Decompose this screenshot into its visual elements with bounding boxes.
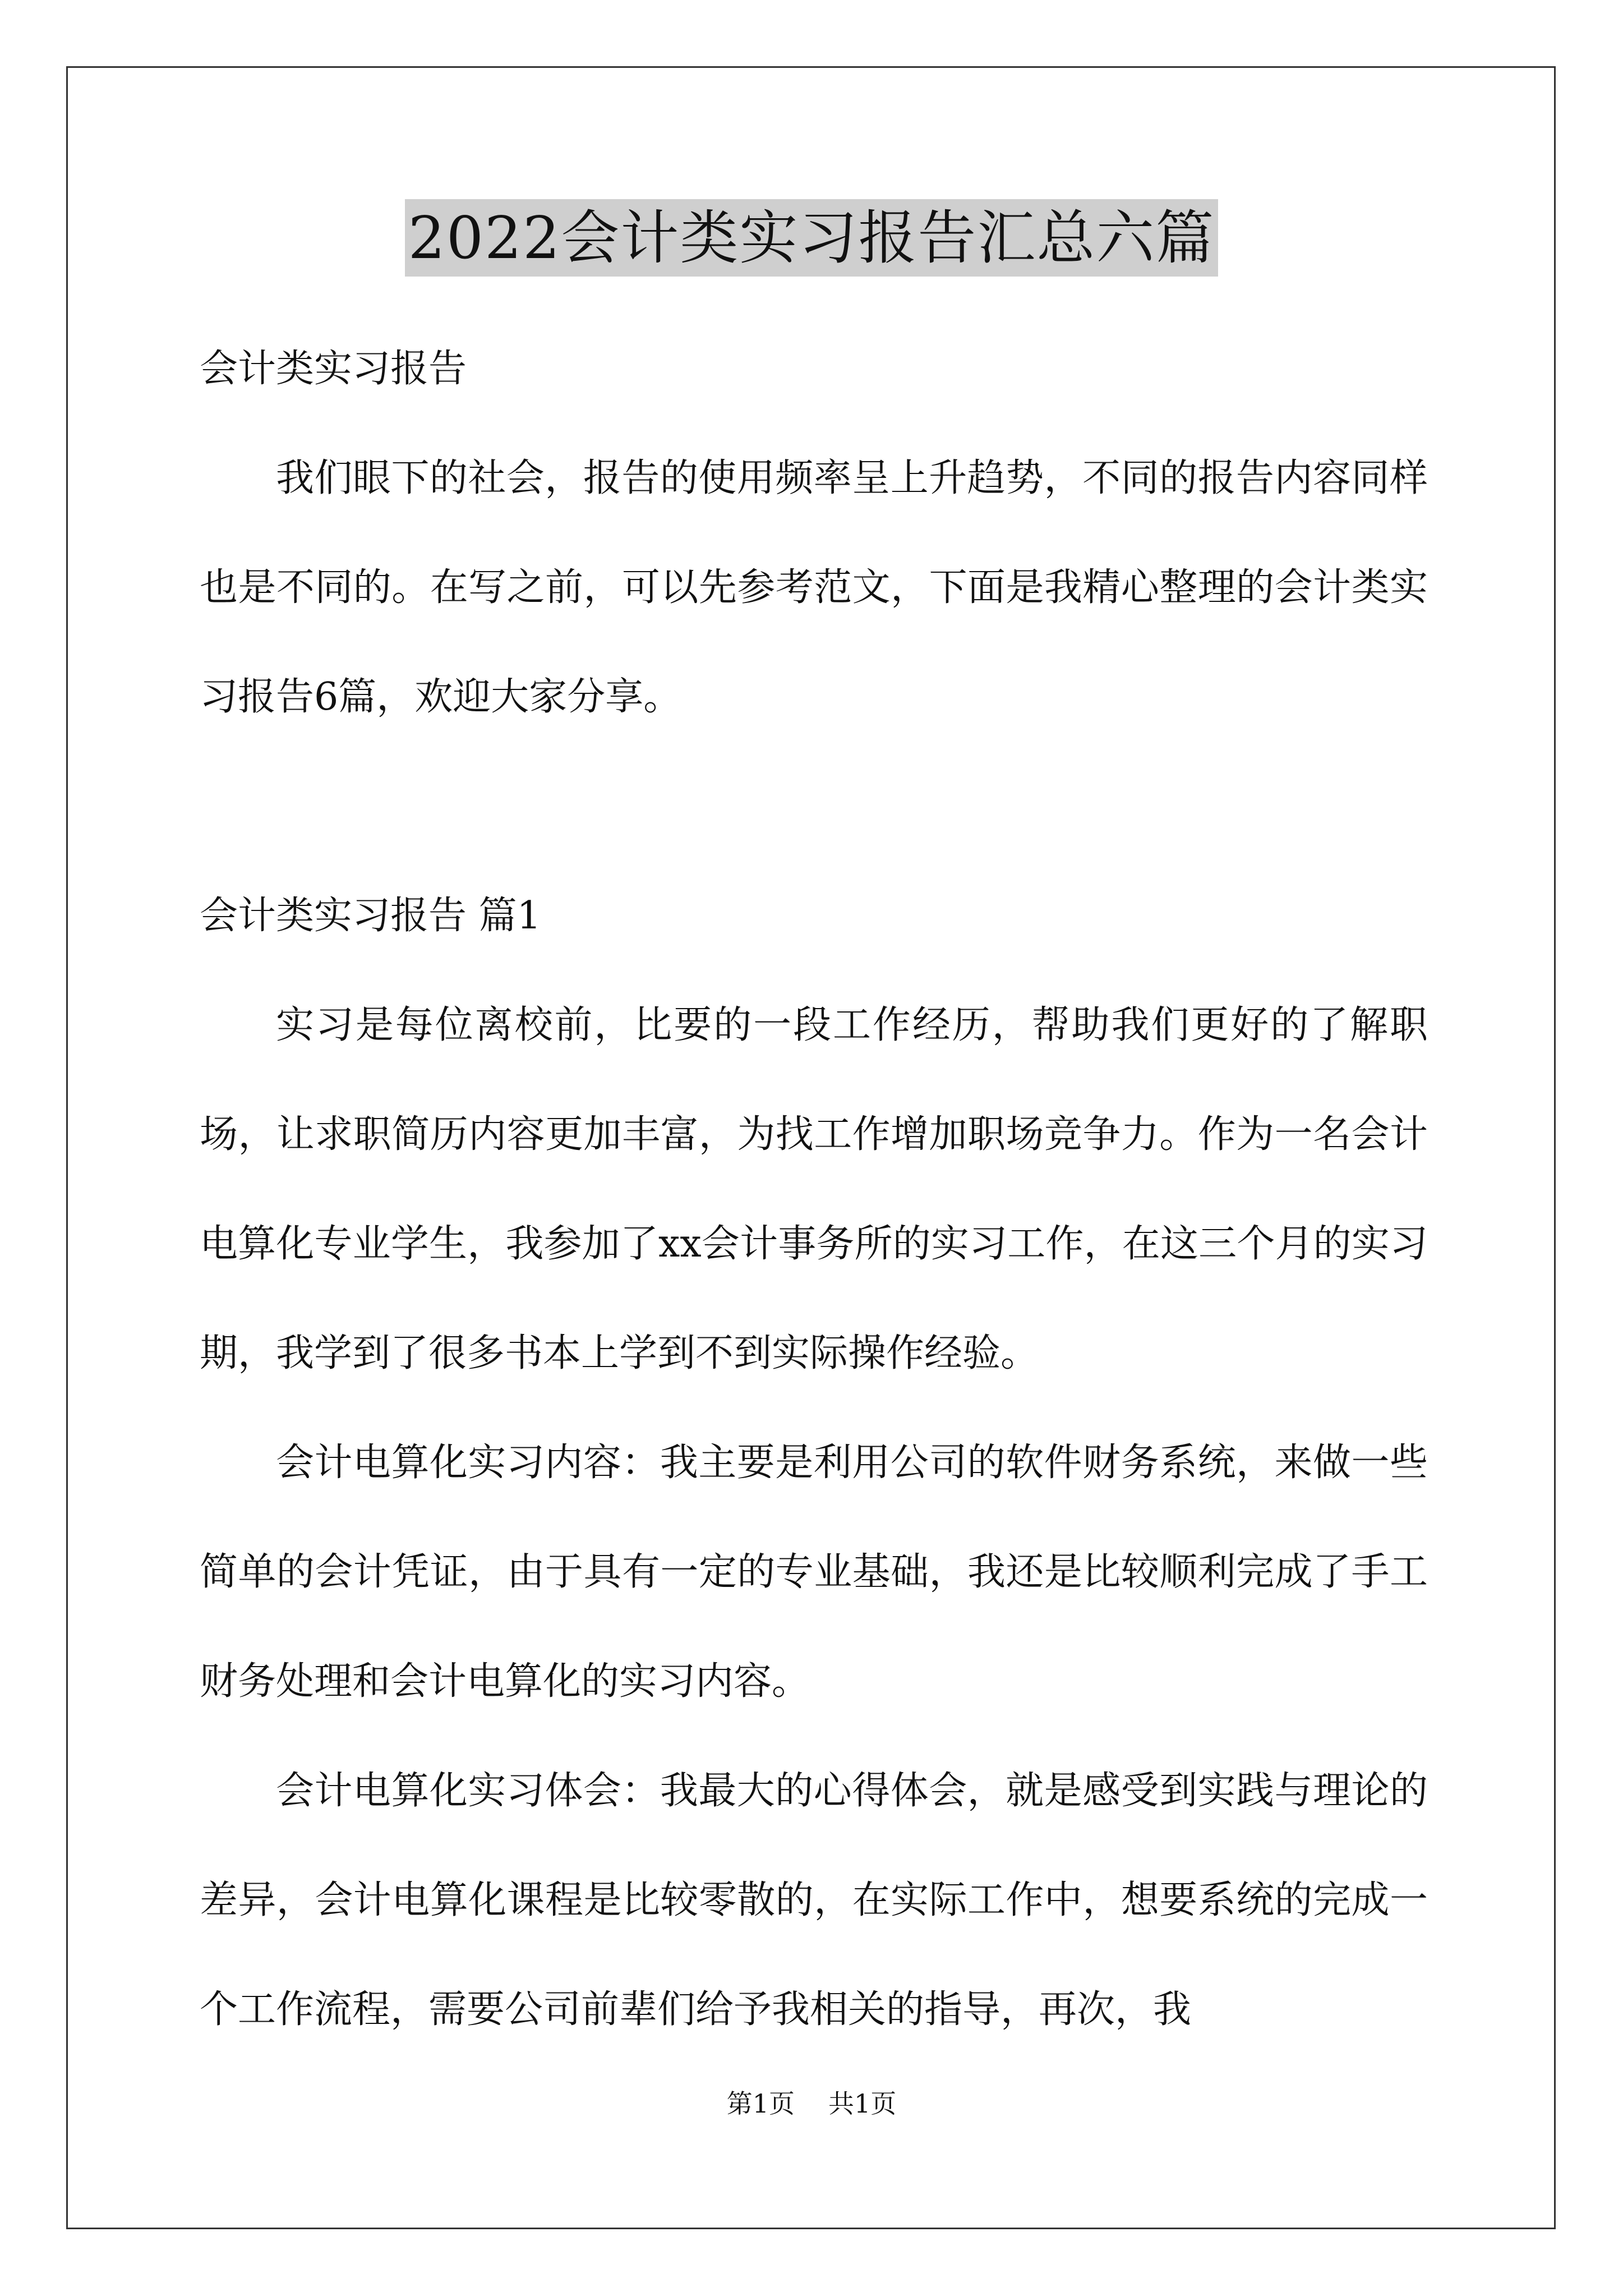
document-title: 2022会计类实习报告汇总六篇 <box>405 199 1219 277</box>
page-footer <box>0 2087 1623 2120</box>
section1-heading: 会计类实习报告 篇1 <box>200 894 541 938</box>
page-current: 第1页 <box>726 2088 795 2119</box>
title-container <box>0 199 1623 277</box>
section1-paragraph-3: 会计电算化实习体会：我最大的心得体会，就是感受到实践与理论的差异，会计电算化课程是比较零散的，在实际工作中，想要系统的完成一个工作流程，需要公司前辈们给予我相关的指导，再次，我 <box>200 1769 1428 2032</box>
page-total: 共1页 <box>828 2088 897 2119</box>
document-body <box>200 314 1428 2064</box>
intro-paragraph: 我们眼下的社会，报告的使用频率呈上升趋势，不同的报告内容同样也是不同的。在写之前，可以先参考范文，下面是我精心整理的会计类实习报告6篇，欢迎大家分享。 <box>200 456 1428 719</box>
section1-paragraph-1: 实习是每位离校前，比要的一段工作经历，帮助我们更好的了解职场，让求职简历内容更加丰富，为找工作增加职场竞争力。作为一名会计电算化专业学生，我参加了xx会计事务所的实习工作，在这三个月的实习期，我学到了很多书本上学到不到实际操作经验。 <box>200 1003 1428 1375</box>
section1-paragraph-2: 会计电算化实习内容：我主要是利用公司的软件财务系统，来做一些简单的会计凭证，由于具有一定的专业基础，我还是比较顺利完成了手工财务处理和会计电算化的实习内容。 <box>200 1441 1428 1704</box>
intro-heading: 会计类实习报告 <box>200 347 467 391</box>
